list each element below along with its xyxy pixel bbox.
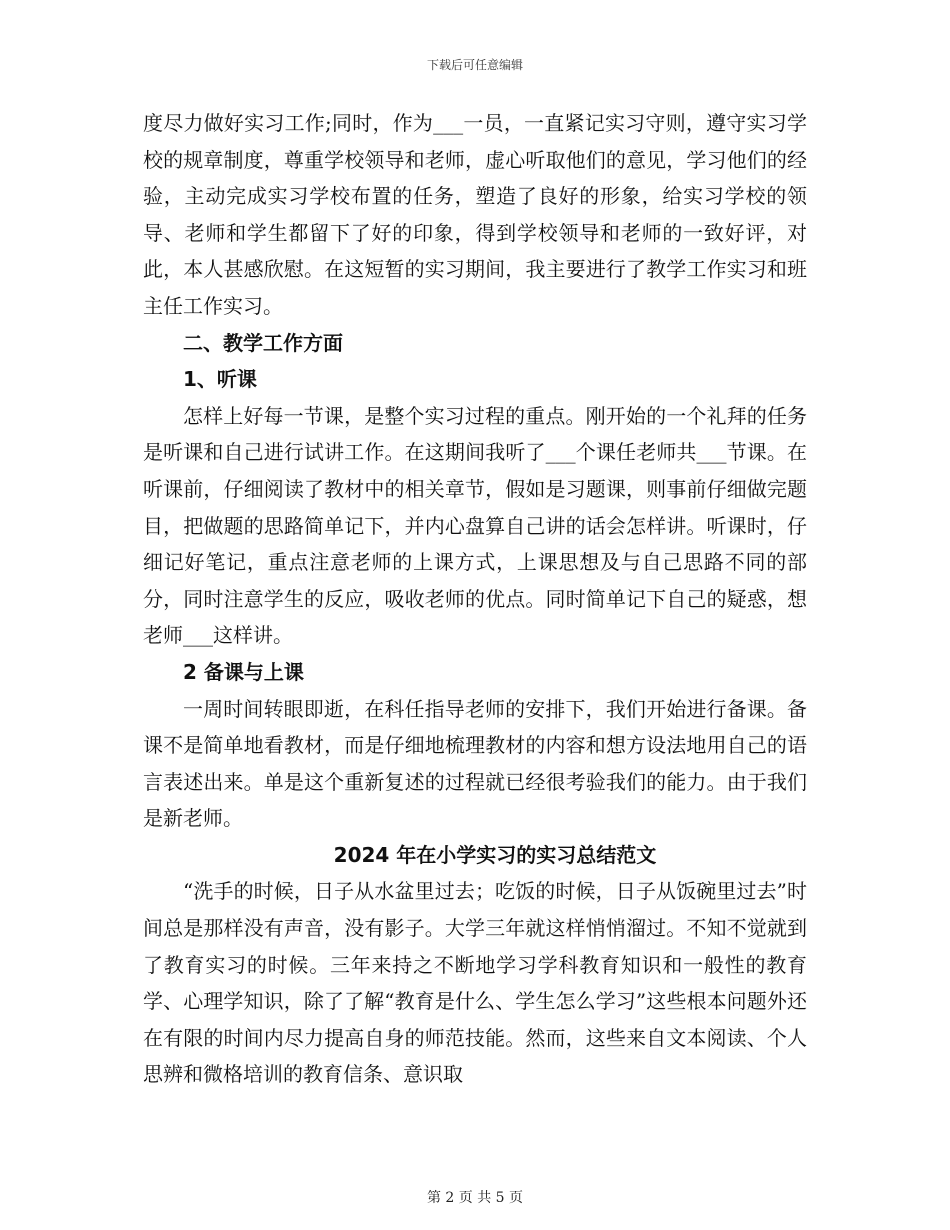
heading-lesson-prep: 2 备课与上课 [183, 659, 304, 684]
page-footer: 第 2 页 共 5 页 [426, 1190, 524, 1206]
page-header: 下载后可任意编辑 [426, 58, 523, 72]
heading-teaching-work: 二、教学工作方面 [183, 330, 343, 355]
heading-listening: 1、听课 [183, 367, 257, 392]
paragraph-article-intro: “洗手的时候，日子从水盆里过去；吃饭的时候，日子从饭碗里过去”时间总是那样没有声音，没有影子。大学三年就这样悄悄溜过。不知不觉就到了教育实习的时候。三年来持之不断地学习学科教育知识和一般性的教育学、心理学知识，除了了解“教育是什么、学生怎么学习”这些根本问题外还在有限的时间内尽力提高自身的师范技能。然而，这些来自文本阅读、个人思辨和微格培训的教育信条、意识取 [143, 879, 807, 1087]
paragraph-lesson-prep: 一周时间转眼即逝，在科任指导老师的安排下，我们开始进行备课。备课不是简单地看教材，而是仔细地梳理教材的内容和想方设法地用自己的语言表述出来。单是这个重新复述的过程就已经很考验我们的能力。由于我们是新老师。 [143, 696, 807, 831]
document-body [143, 105, 807, 1093]
article-title: 2024 年在小学实习的实习总结范文 [333, 842, 657, 867]
paragraph-1: 度尽力做好实习工作;同时，作为___一员，一直紧记实习守则，遵守实习学校的规章制度，尊重学校领导和老师，虚心听取他们的意见，学习他们的经验，主动完成实习学校布置的任务，塑造了良好的形象，给实习学校的领导、老师和学生都留下了好的印象，得到学校领导和老师的一致好评，对此，本人甚感欣慰。在这短暂的实习期间，我主要进行了教学工作实习和班主任工作实习。 [143, 111, 807, 318]
paragraph-listening: 怎样上好每一节课，是整个实习过程的重点。刚开始的一个礼拜的任务是听课和自己进行试讲工作。在这期间我听了___个课任老师共___节课。在听课前，仔细阅读了教材中的相关章节，假如是习题课，则事前仔细做完题目，把做题的思路简单记下，并内心盘算自己讲的话会怎样讲。听课时，仔细记好笔记，重点注意老师的上课方式，上课思想及与自己思路不同的部分，同时注意学生的反应，吸收老师的优点。同时简单记下自己的疑惑，想老师___这样讲。 [143, 403, 807, 648]
